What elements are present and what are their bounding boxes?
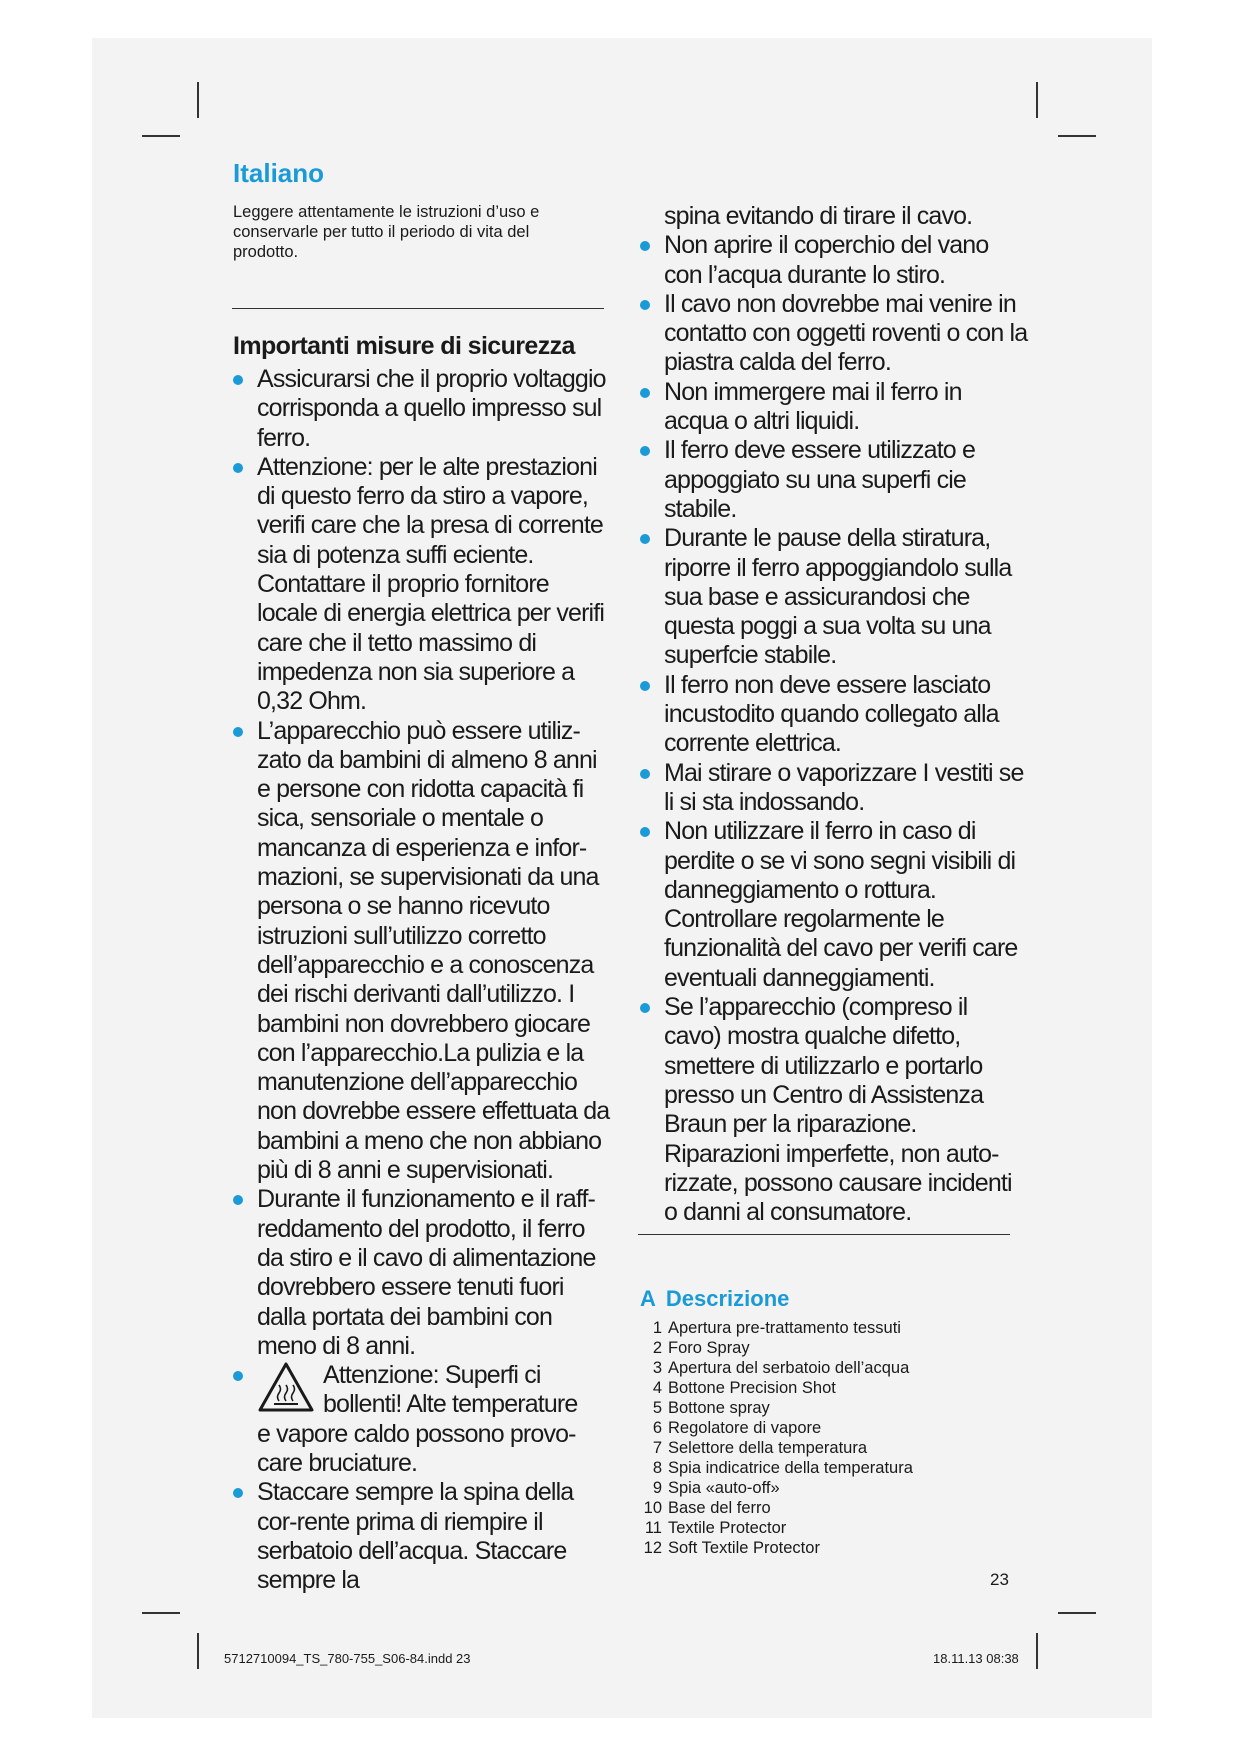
safety-item: Il cavo non dovrebbe mai venire in contatto con oggetti roventi o con la piastra calda del ferro. <box>640 290 1030 378</box>
description-title <box>640 1286 789 1312</box>
safety-item: Se l’apparecchio (compreso il cavo) mostra qualche difetto, smettere di utilizzarlo e portarlo presso un Centro di Assistenza Braun per la riparazione. Riparazioni imperfette, non auto-rizzate, possono causare incidenti o danni al consumatore. <box>640 993 1030 1227</box>
right-column <box>640 202 1030 1227</box>
warning-row <box>257 1361 613 1420</box>
item-text: Spia «auto-off» <box>668 1479 780 1497</box>
warning-text: e vapore caldo possono provo-care bruciature. <box>257 1419 576 1477</box>
safety-item: Non aprire il coperchio del vano con l’acqua durante lo stiro. <box>640 231 1030 290</box>
warning-heading <box>323 1361 577 1420</box>
item-number: 7 <box>652 1439 662 1457</box>
crop-mark <box>142 1612 180 1614</box>
safety-title: Importanti misure di sicurezza <box>233 332 575 360</box>
item-number: 12 <box>643 1539 662 1557</box>
crop-mark <box>197 1633 199 1669</box>
item-number: 3 <box>652 1359 662 1377</box>
item-number: 2 <box>652 1339 662 1357</box>
safety-item: Mai stirare o vaporizzare I vestiti se li si sta indossando. <box>640 759 1030 818</box>
safety-item-warning <box>233 1361 613 1478</box>
description-item <box>640 1418 1000 1438</box>
item-number: 1 <box>652 1319 662 1337</box>
crop-mark <box>142 135 180 137</box>
description-letter: A <box>640 1286 656 1311</box>
item-text: Spia indicatrice della temperatura <box>668 1459 913 1477</box>
safety-item: Il ferro non deve essere lasciato incustodito quando collegato alla corrente elettrica. <box>640 671 1030 759</box>
safety-list-left <box>233 365 613 1595</box>
crop-mark <box>1036 82 1038 118</box>
page-number: 23 <box>990 1570 1009 1589</box>
safety-item: Durante il funzionamento e il raff-reddamento del prodotto, il ferro da stiro e il cavo di alimentazione dovrebbero essere tenuti fuori dalla portata dei bambini con meno di 8 anni. <box>233 1185 613 1361</box>
hot-surface-warning-icon <box>257 1361 315 1413</box>
description-item <box>640 1458 1000 1478</box>
safety-item: Il ferro deve essere utilizzato e appoggiato su una superfi cie stabile. <box>640 436 1030 524</box>
safety-item: Staccare sempre la spina della cor-rente prima di riempire il serbatoio dell’acqua. Staccare sempre la <box>233 1478 613 1595</box>
item-text: Regolatore di vapore <box>668 1419 822 1437</box>
language-heading: Italiano <box>233 158 325 188</box>
crop-mark <box>1036 1633 1038 1669</box>
item-number: 11 <box>644 1519 662 1537</box>
description-item <box>640 1498 1000 1518</box>
divider <box>638 1234 1010 1235</box>
safety-item: L’apparecchio può essere utiliz-zato da bambini di almeno 8 anni e persone con ridotta capacità fi sica, sensoriale o mentale o mancanza di esperienza e infor-mazioni, se supervisionati da una persona o se hanno ricevuto istruzioni sull’utilizzo corretto dell’apparecchio e a conoscenza dei rischi derivanti dall’utilizzo. I bambini non dovrebbero giocare con l’apparecchio.La pulizia e la manutenzione dell’apparecchio non dovrebbe essere effettuata da bambini a meno che non abbiano più di 8 anni e supervisionati. <box>233 717 613 1186</box>
description-item <box>640 1338 1000 1358</box>
safety-item: Attenzione: per le alte prestazioni di questo ferro da stiro a vapore, verifi care che la presa di corrente sia di potenza suffi eciente. Contattare il proprio fornitore locale di energia elettrica per verifi care che il tetto massimo di impedenza non sia superiore a 0,32 Ohm. <box>233 453 613 717</box>
description-list <box>640 1318 1000 1558</box>
left-column <box>233 332 613 1595</box>
item-number: 10 <box>643 1499 662 1517</box>
crop-mark <box>197 82 199 118</box>
description-item <box>640 1358 1000 1378</box>
description-item <box>640 1378 1000 1398</box>
crop-mark <box>1058 135 1096 137</box>
item-text: Soft Textile Protector <box>668 1539 820 1557</box>
item-number: 4 <box>652 1379 662 1397</box>
safety-item: Assicurarsi che il proprio voltaggio corrisponda a quello impresso sul ferro. <box>233 365 613 453</box>
item-text: Apertura pre-trattamento tessuti <box>668 1319 901 1337</box>
description-item <box>640 1518 1000 1538</box>
item-text: Bottone spray <box>668 1399 770 1417</box>
item-text: Foro Spray <box>668 1339 750 1357</box>
safety-list-right <box>640 231 1030 1227</box>
description-item <box>640 1538 1000 1558</box>
description-item <box>640 1318 1000 1338</box>
item-text: Selettore della temperatura <box>668 1439 868 1457</box>
description-item <box>640 1398 1000 1418</box>
item-text: Apertura del serbatoio dell’acqua <box>668 1359 910 1377</box>
intro-text: Leggere attentamente le istruzioni d’uso e conservarle per tutto il periodo di vita del prodotto. <box>233 203 540 261</box>
description-item <box>640 1438 1000 1458</box>
item-text: Bottone Precision Shot <box>668 1379 836 1397</box>
description-item <box>640 1478 1000 1498</box>
item-number: 8 <box>652 1459 662 1477</box>
item-text: Base del ferro <box>668 1499 771 1517</box>
crop-mark <box>1058 1612 1096 1614</box>
safety-item-continuation: spina evitando di tirare il cavo. <box>664 202 973 230</box>
divider <box>232 308 604 309</box>
item-text: Textile Protector <box>668 1519 787 1537</box>
description-title-text: Descrizione <box>665 1286 790 1311</box>
item-number: 6 <box>652 1419 662 1437</box>
footer-date: 18.11.13 08:38 <box>933 1651 1019 1666</box>
warning-line: bollenti! Alte temperature <box>323 1390 578 1419</box>
warning-line: Attenzione: Superfi ci <box>323 1361 541 1390</box>
item-number: 5 <box>652 1399 662 1417</box>
safety-item: Non utilizzare il ferro in caso di perdite o se vi sono segni visibili di danneggiamento o rottura. Controllare regolarmente le funzionalità del cavo per verifi care eventuali danneggiamenti. <box>640 817 1030 993</box>
safety-item: Durante le pause della stiratura, riporre il ferro appoggiandolo sulla sua base e assicurandosi che questa poggi a sua volta su una superfcie stabile. <box>640 524 1030 670</box>
item-number: 9 <box>652 1479 662 1497</box>
footer-file-info: 5712710094_TS_780-755_S06-84.indd 23 <box>224 1651 471 1666</box>
safety-item: Non immergere mai il ferro in acqua o altri liquidi. <box>640 378 1030 437</box>
